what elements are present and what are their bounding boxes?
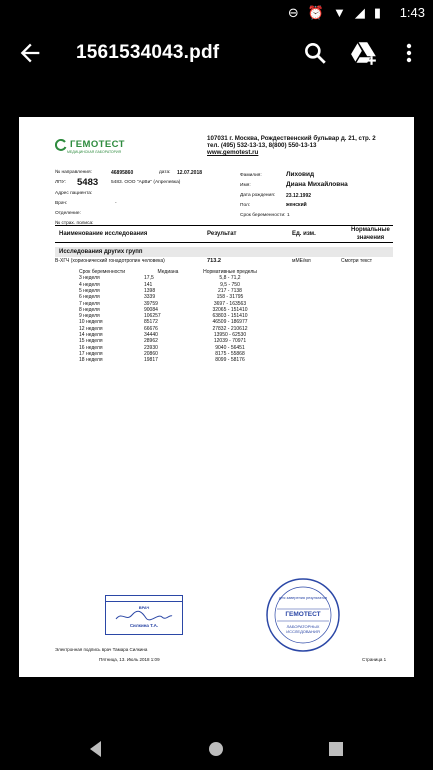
term-cell: 7 неделя bbox=[79, 300, 100, 307]
limits-cell: 9,5 - 750 bbox=[220, 281, 240, 288]
median-cell: 106257 bbox=[144, 313, 161, 320]
term-cell: 8 неделя bbox=[79, 306, 100, 313]
do-not-disturb-icon: ⊖ bbox=[287, 5, 299, 20]
logo-name: ГЕМОТЕСТ bbox=[70, 139, 125, 151]
col-norm-line1: Нормальные bbox=[351, 227, 390, 233]
term-cell: 9 неделя bbox=[79, 313, 100, 320]
median-cell: 23930 bbox=[144, 344, 158, 351]
term-cell: 15 неделя bbox=[79, 338, 103, 345]
term-cell: 6 неделя bbox=[79, 294, 100, 301]
term-cell: 4 неделя bbox=[79, 281, 100, 288]
status-icons bbox=[288, 5, 381, 21]
logo-icon bbox=[55, 139, 67, 151]
navigation-bar bbox=[0, 728, 433, 770]
test-norm: Смотри текст bbox=[341, 258, 373, 264]
surname-label: Фамилия: bbox=[240, 173, 262, 178]
limits-cell: 8175 - 55868 bbox=[215, 350, 245, 357]
dob-value: 23.12.1992 bbox=[286, 193, 312, 199]
page-number: Страница 1 bbox=[362, 657, 387, 662]
limits-cell: 13950 - 62530 bbox=[213, 331, 247, 338]
limits-cell: 8099 - 58176 bbox=[215, 357, 245, 364]
term-cell: 18 неделя bbox=[79, 357, 103, 364]
test-name: В-ХГЧ (хорионический гонадотропин человека) bbox=[55, 258, 165, 264]
limits-cell: 63803 - 151410 bbox=[212, 313, 248, 320]
pdf-page bbox=[19, 117, 414, 677]
search-icon[interactable] bbox=[302, 40, 328, 66]
back-arrow-icon[interactable] bbox=[16, 39, 44, 67]
pregnancy-term-value: 1 bbox=[287, 213, 290, 218]
median-cell: 17,5 bbox=[144, 275, 154, 282]
name-value: Диана Михайловна bbox=[286, 181, 348, 188]
order-label: № направления: bbox=[55, 170, 92, 175]
stamp-doctor-title: ВРАЧ bbox=[138, 605, 150, 610]
recents-nav-icon[interactable] bbox=[325, 738, 347, 760]
median-cell: 3339 bbox=[144, 294, 156, 301]
lpu-name: 5483. ООО "АрВи" (Апрелевка) bbox=[111, 180, 181, 185]
term-cell: 10 неделя bbox=[79, 319, 103, 326]
pregnancy-norms-table bbox=[76, 269, 265, 363]
median-cell: 85172 bbox=[144, 319, 158, 326]
col-unit: Ед. изм. bbox=[292, 231, 316, 237]
term-cell: 16 неделя bbox=[79, 344, 103, 351]
term-cell: 5 неделя bbox=[79, 287, 100, 294]
patient-address-label: Адрес пациента: bbox=[55, 191, 93, 196]
sex-label: Пол: bbox=[240, 203, 251, 208]
limits-cell: 46509 - 186977 bbox=[212, 319, 248, 326]
header-median: Медиана bbox=[157, 269, 179, 276]
doctor-stamp bbox=[105, 595, 183, 635]
policy-label: № страх. полиса: bbox=[55, 221, 94, 226]
median-cell: 66676 bbox=[144, 325, 158, 332]
median-cell: 20860 bbox=[144, 350, 158, 357]
limits-cell: 12039 - 70971 bbox=[213, 338, 247, 345]
alarm-icon: ⏰ bbox=[307, 5, 324, 20]
print-date: Пятница, 13. Июль 2018 1:09 bbox=[99, 657, 160, 662]
lpu-label: ЛПУ: bbox=[55, 180, 66, 185]
group-title: Исследования других групп bbox=[55, 247, 393, 257]
lab-round-stamp bbox=[265, 577, 341, 653]
stamp-top-text: для заверения результатов bbox=[278, 596, 328, 600]
more-options-icon[interactable] bbox=[400, 40, 418, 66]
term-cell: 12 неделя bbox=[79, 325, 103, 332]
test-result: 713.2 bbox=[207, 258, 221, 264]
col-norm bbox=[351, 227, 390, 242]
limits-cell: 3697 - 163563 bbox=[213, 300, 247, 307]
col-result: Результат bbox=[207, 231, 237, 237]
limits-cell: 32065 - 151410 bbox=[212, 306, 248, 313]
limits-cell: 217 - 7138 bbox=[218, 287, 242, 294]
col-norm-line2: значения bbox=[356, 234, 385, 241]
limits-cell: 158 - 31795 bbox=[216, 294, 244, 301]
department-label: Отделение: bbox=[55, 211, 81, 216]
add-to-drive-icon[interactable] bbox=[350, 40, 378, 66]
table-row bbox=[76, 357, 265, 363]
battery-icon: ▮ bbox=[373, 5, 381, 20]
col-test-name: Наименование исследования bbox=[59, 231, 148, 237]
gemotest-logo bbox=[55, 139, 125, 154]
address-line: 107031 г. Москва, Рождественский бульвар д. 21, стр. 2 bbox=[207, 135, 376, 142]
doctor-value: - bbox=[115, 201, 117, 206]
status-time: 1:43 bbox=[399, 5, 425, 20]
median-cell: 34440 bbox=[144, 331, 158, 338]
document-title: 1561534043.pdf bbox=[76, 42, 220, 63]
header-term: Срок беременности bbox=[79, 269, 126, 276]
term-cell: 17 неделя bbox=[79, 350, 103, 357]
results-header bbox=[55, 225, 393, 243]
median-cell: 28962 bbox=[144, 338, 158, 345]
signature-scribble bbox=[114, 610, 174, 622]
stamp-lab-name: ГЕМОТЕСТ bbox=[285, 611, 321, 618]
pdf-viewer[interactable] bbox=[0, 82, 433, 728]
back-nav-icon[interactable] bbox=[85, 738, 107, 760]
limits-cell: 5,8 - 71,2 bbox=[219, 275, 241, 282]
term-cell: 3 неделя bbox=[79, 275, 100, 282]
median-cell: 141 bbox=[144, 281, 153, 288]
logo-subtitle: МЕДИЦИНСКАЯ ЛАБОРАТОРИЯ bbox=[67, 150, 122, 154]
term-cell: 14 неделя bbox=[79, 331, 103, 338]
wifi-icon: ▼ bbox=[332, 5, 346, 20]
stamp-bottom-1: ЛАБОРАТОРНЫХ bbox=[286, 624, 320, 629]
surname-value: Лиховид bbox=[286, 171, 315, 178]
test-unit: мМЕ/мл bbox=[292, 258, 311, 264]
order-value: 46895860 bbox=[111, 170, 134, 176]
limits-cell: 9040 - 56451 bbox=[215, 344, 245, 351]
stamp-bottom-2: ИССЛЕДОВАНИЯ bbox=[286, 629, 320, 634]
signal-icon: ◢ bbox=[354, 5, 365, 20]
median-cell: 39759 bbox=[144, 300, 158, 307]
signature-note: Электронная подпись врач Тамара Силкина bbox=[55, 647, 148, 652]
app-bar bbox=[0, 26, 433, 82]
median-cell: 19817 bbox=[144, 357, 158, 364]
website-link: www.gemotest.ru bbox=[207, 149, 259, 157]
home-nav-icon[interactable] bbox=[205, 738, 227, 760]
date-value: 12.07.2018 bbox=[177, 170, 203, 176]
date-label: дата: bbox=[159, 170, 171, 175]
name-label: Имя: bbox=[240, 183, 251, 188]
sex-value: женский bbox=[286, 202, 307, 208]
status-bar bbox=[0, 0, 433, 26]
dob-label: Дата рождения: bbox=[240, 193, 276, 198]
stamp-doctor-name: Силкина Т.А. bbox=[129, 623, 159, 628]
phone-line: тел. (495) 532-13-13, 8(800) 550-13-13 bbox=[207, 142, 317, 150]
lab-address bbox=[207, 135, 376, 156]
median-cell: 90084 bbox=[144, 306, 158, 313]
lpu-number: 5483 bbox=[77, 177, 99, 188]
limits-cell: 27832 - 210612 bbox=[212, 325, 248, 332]
median-cell: 1398 bbox=[144, 287, 156, 294]
header-limits: Нормативные пределы bbox=[203, 269, 257, 276]
doctor-label: Врач: bbox=[55, 201, 68, 206]
pregnancy-term-label: Срок беременности: bbox=[240, 213, 286, 218]
